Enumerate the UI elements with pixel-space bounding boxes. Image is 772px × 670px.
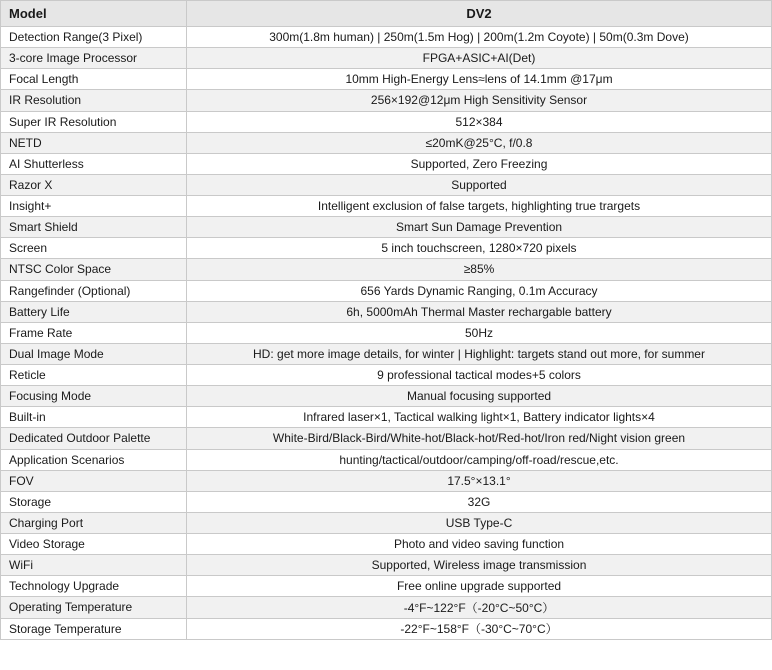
table-row	[1, 69, 772, 90]
spec-label: Smart Shield	[1, 217, 187, 238]
table-row	[1, 470, 772, 491]
table-row	[1, 153, 772, 174]
header-row	[1, 1, 772, 27]
table-row	[1, 27, 772, 48]
spec-value: Manual focusing supported	[187, 386, 772, 407]
spec-value: Supported	[187, 174, 772, 195]
spec-value: -22°F~158°F（-30°C~70°C）	[187, 618, 772, 639]
spec-label: IR Resolution	[1, 90, 187, 111]
table-row	[1, 343, 772, 364]
table-row	[1, 90, 772, 111]
spec-label: Application Scenarios	[1, 449, 187, 470]
spec-label: Dedicated Outdoor Palette	[1, 428, 187, 449]
spec-label: Super IR Resolution	[1, 111, 187, 132]
spec-value: 9 professional tactical modes+5 colors	[187, 365, 772, 386]
spec-label: Video Storage	[1, 534, 187, 555]
spec-value: Intelligent exclusion of false targets, highlighting true trargets	[187, 196, 772, 217]
spec-value: White-Bird/Black-Bird/White-hot/Black-hot/Red-hot/Iron red/Night vision green	[187, 428, 772, 449]
spec-label: Razor X	[1, 174, 187, 195]
table-row	[1, 280, 772, 301]
table-row	[1, 555, 772, 576]
spec-label: Dual Image Mode	[1, 343, 187, 364]
spec-value: 512×384	[187, 111, 772, 132]
spec-value: HD: get more image details, for winter | Highlight: targets stand out more, for summer	[187, 343, 772, 364]
spec-value: hunting/tactical/outdoor/camping/off-road/rescue,etc.	[187, 449, 772, 470]
spec-value: 17.5°×13.1°	[187, 470, 772, 491]
spec-value: USB Type-C	[187, 512, 772, 533]
spec-value: 50Hz	[187, 322, 772, 343]
spec-value: Infrared laser×1, Tactical walking light×1, Battery indicator lights×4	[187, 407, 772, 428]
table-row	[1, 428, 772, 449]
spec-label: 3-core Image Processor	[1, 48, 187, 69]
spec-label: NETD	[1, 132, 187, 153]
table-row	[1, 301, 772, 322]
spec-label: WiFi	[1, 555, 187, 576]
spec-value: 32G	[187, 491, 772, 512]
spec-value: ≥85%	[187, 259, 772, 280]
spec-label: Focusing Mode	[1, 386, 187, 407]
table-row	[1, 449, 772, 470]
spec-value: Supported, Zero Freezing	[187, 153, 772, 174]
spec-label: Charging Port	[1, 512, 187, 533]
spec-value: 300m(1.8m human) | 250m(1.5m Hog) | 200m(1.2m Coyote) | 50m(0.3m Dove)	[187, 27, 772, 48]
spec-value: -4°F~122°F（-20°C~50°C）	[187, 597, 772, 618]
spec-label: Operating Temperature	[1, 597, 187, 618]
spec-value: ≤20mK@25°C, f/0.8	[187, 132, 772, 153]
table-row	[1, 196, 772, 217]
spec-value: Photo and video saving function	[187, 534, 772, 555]
table-row	[1, 48, 772, 69]
table-row	[1, 365, 772, 386]
spec-value: 656 Yards Dynamic Ranging, 0.1m Accuracy	[187, 280, 772, 301]
spec-value: Smart Sun Damage Prevention	[187, 217, 772, 238]
spec-label: Screen	[1, 238, 187, 259]
table-row	[1, 132, 772, 153]
spec-label: Rangefinder (Optional)	[1, 280, 187, 301]
spec-label: Insight+	[1, 196, 187, 217]
table-row	[1, 217, 772, 238]
table-row	[1, 111, 772, 132]
spec-label: Frame Rate	[1, 322, 187, 343]
spec-label: NTSC Color Space	[1, 259, 187, 280]
table-row	[1, 322, 772, 343]
spec-label: FOV	[1, 470, 187, 491]
table-row	[1, 386, 772, 407]
spec-label: Built-in	[1, 407, 187, 428]
spec-label: Detection Range(3 Pixel)	[1, 27, 187, 48]
header-product: DV2	[187, 1, 772, 27]
spec-value: 10mm High-Energy Lens≈lens of 14.1mm @17μm	[187, 69, 772, 90]
spec-label: Battery Life	[1, 301, 187, 322]
table-row	[1, 576, 772, 597]
table-row	[1, 238, 772, 259]
spec-value: FPGA+ASIC+AI(Det)	[187, 48, 772, 69]
spec-value: Supported, Wireless image transmission	[187, 555, 772, 576]
spec-body	[1, 27, 772, 640]
table-row	[1, 407, 772, 428]
spec-value: 256×192@12μm High Sensitivity Sensor	[187, 90, 772, 111]
spec-label: Focal Length	[1, 69, 187, 90]
table-row	[1, 174, 772, 195]
spec-value: 5 inch touchscreen, 1280×720 pixels	[187, 238, 772, 259]
spec-value: Free online upgrade supported	[187, 576, 772, 597]
table-row	[1, 259, 772, 280]
table-row	[1, 597, 772, 618]
spec-label: Reticle	[1, 365, 187, 386]
spec-label: Storage	[1, 491, 187, 512]
table-row	[1, 534, 772, 555]
spec-label: Technology Upgrade	[1, 576, 187, 597]
spec-label: AI Shutterless	[1, 153, 187, 174]
spec-value: 6h, 5000mAh Thermal Master rechargable battery	[187, 301, 772, 322]
spec-label: Storage Temperature	[1, 618, 187, 639]
table-row	[1, 618, 772, 639]
header-model: Model	[1, 1, 187, 27]
table-row	[1, 491, 772, 512]
table-row	[1, 512, 772, 533]
